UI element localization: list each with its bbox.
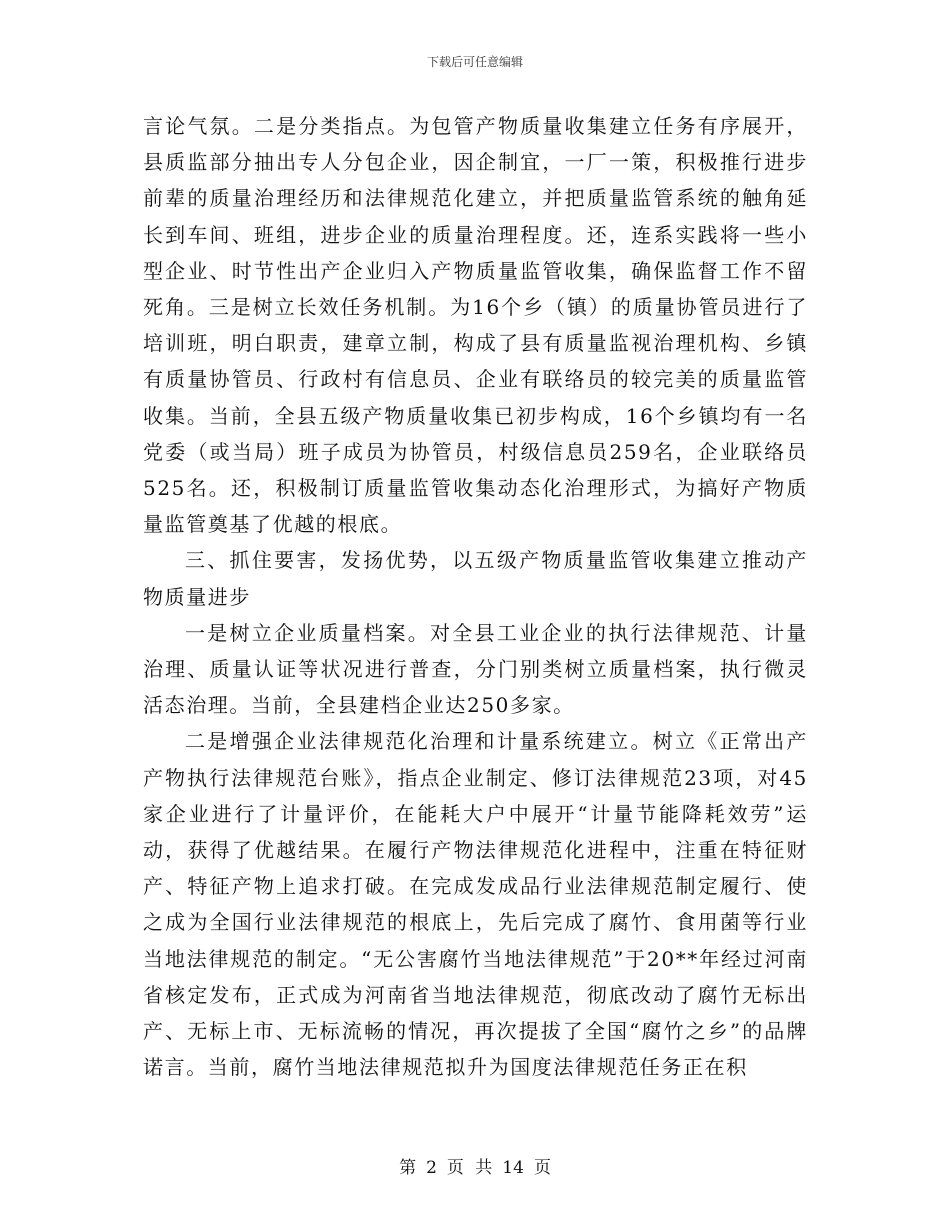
footer-page-number: 2 [426, 1158, 437, 1178]
page-header: 下载后可任意编辑 [426, 55, 523, 69]
footer-middle: 页 共 [446, 1158, 493, 1178]
footer-total-pages: 14 [502, 1158, 524, 1178]
paragraph-1: 言论气氛。二是分类指点。为包管产物质量收集建立任务有序展开，县质监部分抽出专人分包企业，因企制宜，一厂一策，积极推行进步前辈的质量治理经历和法律规范化建立，并把质量监管系统的触角延长到车间、班组，进步企业的质量治理程度。还，连系实践将一些小型企业、时节性出产企业归入产物质量监管收集，确保监督工作不留死角。三是树立长效任务机制。为16个乡（镇）的质量协管员进行了培训班，明白职责，建章立制，构成了县有质量监视治理机构、乡镇有质量协管员、行政村有信息员、企业有联络员的较完美的质量监管收集。当前，全县五级产物质量收集已初步构成，16个乡镇均有一名党委（或当局）班子成员为协管员，村级信息员259名，企业联络员525名。还，积极制订质量监管收集动态化治理形式，为搞好产物质量监管奠基了优越的根底。 [143, 114, 808, 537]
paragraph-3: 一是树立企业质量档案。对全县工业企业的执行法律规范、计量治理、质量认证等状况进行普查，分门别类树立质量档案，执行微灵活态治理。当前，全县建档企业达250多家。 [143, 620, 808, 718]
document-body [143, 108, 808, 1085]
paragraph-4: 二是增强企业法律规范化治理和计量系统建立。树立《正常出产产物执行法律规范台账》，指点企业制定、修订法律规范23项，对45家企业进行了计量评价，在能耗大户中展开“计量节能降耗效劳”运动，获得了优越结果。在履行产物法律规范化进程中，注重在特征财产、特征产物上追求打破。在完成发成品行业法律规范制定履行、使之成为全国行业法律规范的根底上，先后完成了腐竹、食用菌等行业当地法律规范的制定。“无公害腐竹当地法律规范”于20**年经过河南省核定发布，正式成为河南省当地法律规范，彻底改动了腐竹无标出产、无标上市、无标流畅的情况，再次提拔了全国“腐竹之乡”的品牌诺言。当前，腐竹当地法律规范拟升为国度法律规范任务正在积 [143, 729, 808, 1080]
paragraph-section-heading: 三、抓住要害，发扬优势，以五级产物质量监管收集建立推动产物质量进步 [143, 548, 808, 609]
page-footer [0, 1153, 950, 1178]
footer-prefix: 第 [399, 1158, 417, 1178]
footer-suffix: 页 [533, 1158, 551, 1178]
